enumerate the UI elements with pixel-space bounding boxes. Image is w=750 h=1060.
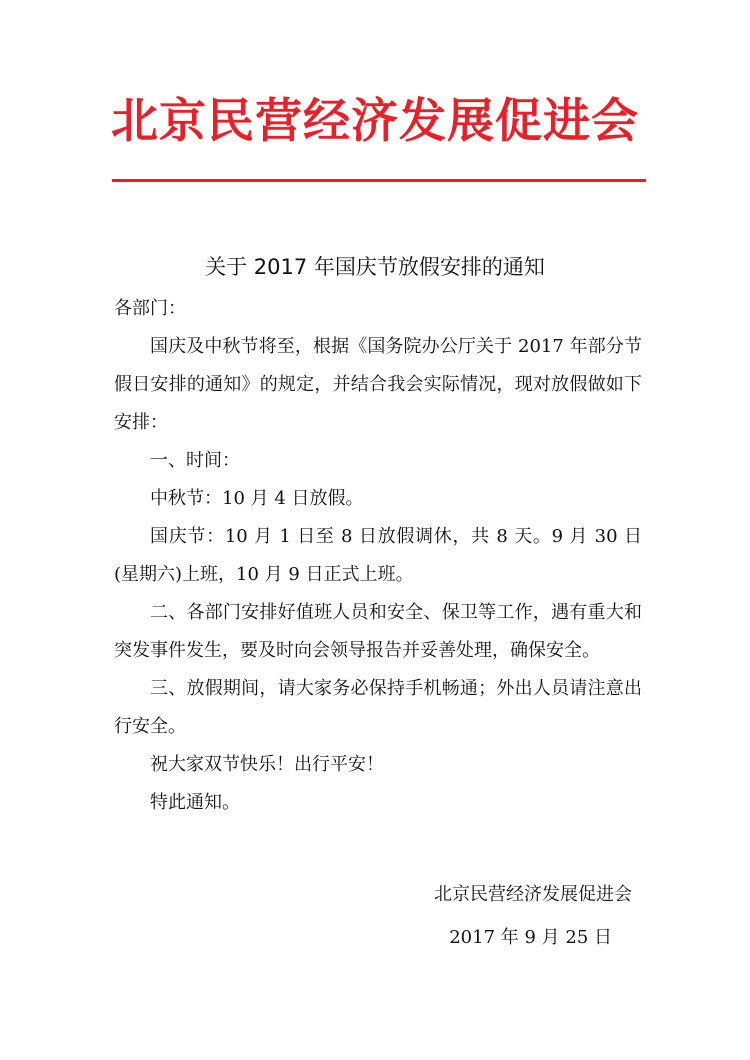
- masthead-organization: 北京民营经济发展促进会: [111, 94, 639, 149]
- signature-organization: 北京民营经济发展促进会: [434, 884, 632, 905]
- paragraph-greeting: 祝大家双节快乐！出行平安！: [150, 754, 384, 775]
- paragraph-duty-arrangement: 二、各部门安排好值班人员和安全、保卫等工作，遇有重大和突发事件发生，要及时向会领导报告并妥善处理，确保安全。: [114, 602, 642, 661]
- paragraph-holiday-safety: 三、放假期间，请大家务必保持手机畅通；外出人员请注意出行安全。: [114, 678, 642, 737]
- notice-body: [114, 290, 642, 822]
- paragraph-time-heading: 一、时间：: [150, 450, 240, 471]
- paragraph-national-day: 国庆节：10 月 1 日至 8 日放假调休，共 8 天。9 月 30 日(星期六)上班，10 月 9 日正式上班。: [114, 526, 642, 585]
- notice-title: 关于 2017 年国庆节放假安排的通知: [205, 255, 545, 279]
- salutation: 各部门：: [114, 298, 186, 319]
- paragraph-mid-autumn: 中秋节：10 月 4 日放假。: [150, 488, 364, 509]
- signature-date: 2017 年 9 月 25 日: [449, 927, 612, 948]
- paragraph-intro: 国庆及中秋节将至，根据《国务院办公厅关于 2017 年部分节假日安排的通知》的规定，并结合我会实际情况，现对放假做如下安排：: [114, 336, 642, 433]
- masthead-divider: [112, 179, 646, 182]
- paragraph-closing: 特此通知。: [150, 792, 240, 813]
